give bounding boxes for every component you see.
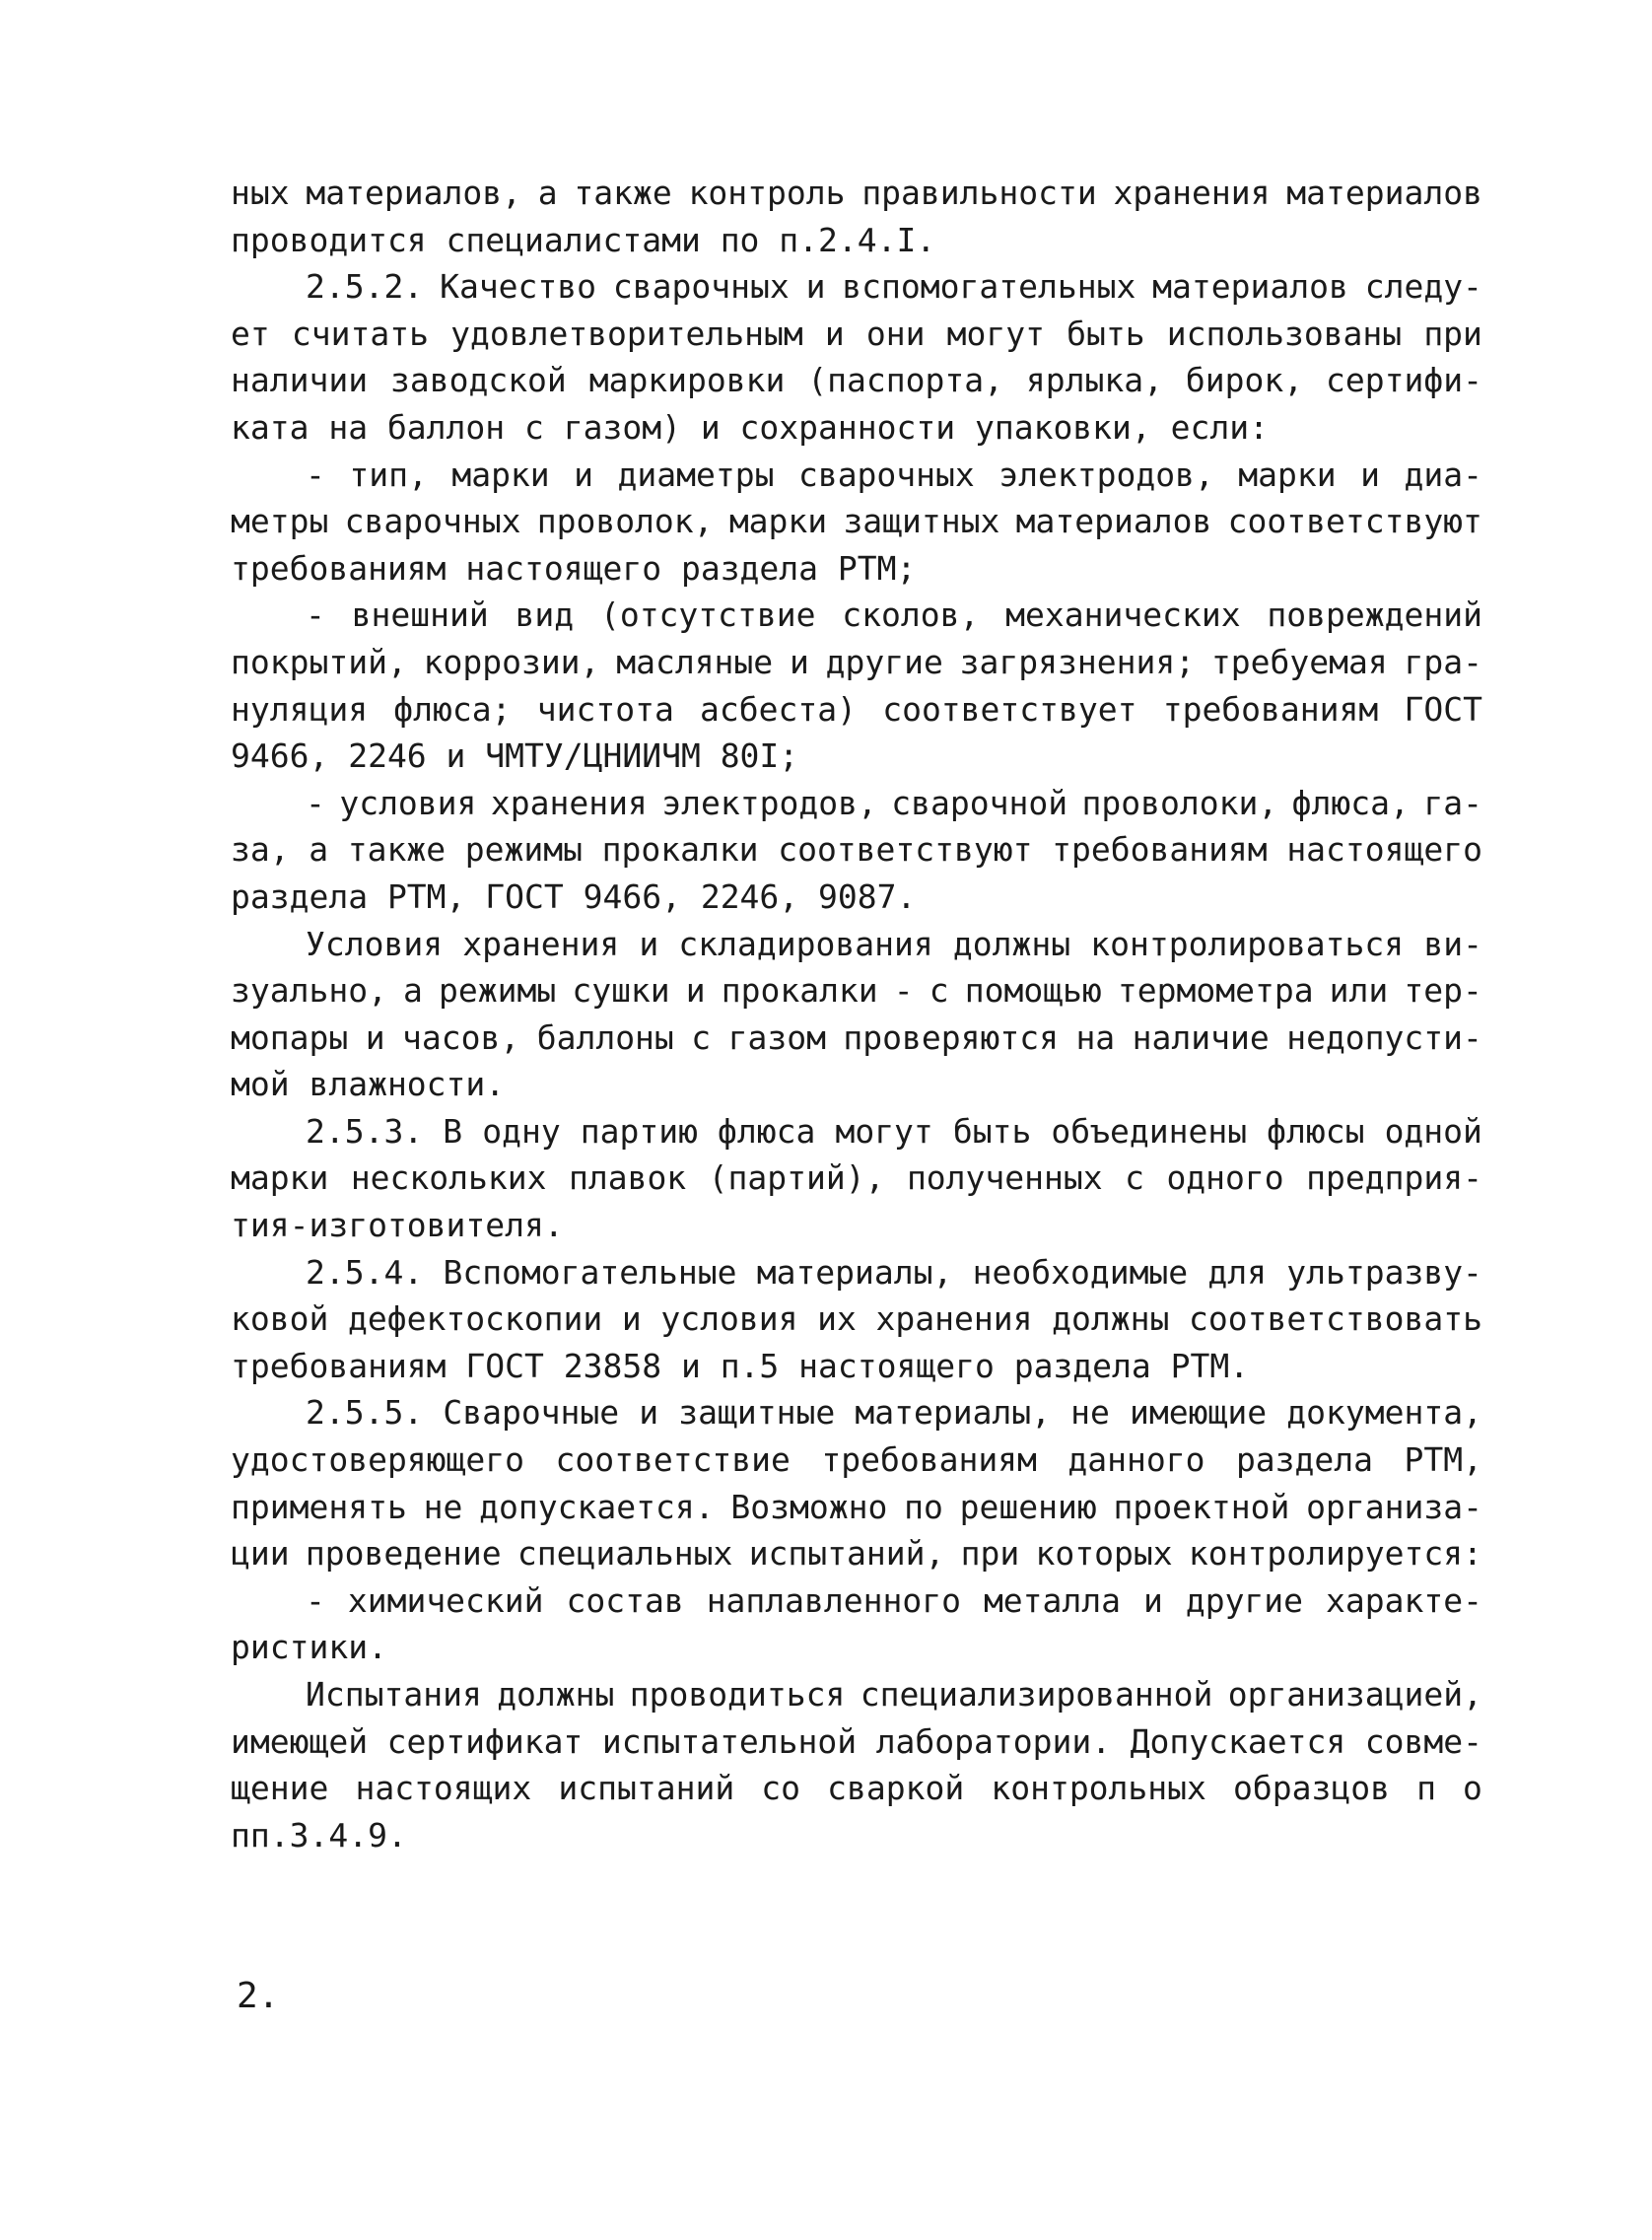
word: покрытий, — [231, 642, 407, 681]
word: Испытания — [306, 1675, 482, 1714]
word: - — [306, 595, 325, 635]
word: Возможно — [730, 1487, 888, 1526]
word: условия — [660, 1299, 798, 1339]
word: контроль — [688, 174, 846, 212]
word: контролируется: — [1188, 1534, 1482, 1574]
word: образцов — [1233, 1769, 1390, 1808]
word: быть — [952, 1111, 1032, 1151]
word: сварочных — [344, 502, 521, 541]
word: бирок, — [1185, 361, 1304, 400]
word: - — [306, 455, 325, 494]
word: характе- — [1326, 1580, 1482, 1620]
word: одну — [482, 1111, 561, 1151]
text-line — [231, 1108, 1482, 1155]
text-line: ката на баллон с газом) и сохранности упаковки, если: — [231, 407, 1269, 447]
word: требованиям — [821, 1440, 1037, 1480]
word: специализированной — [860, 1675, 1213, 1714]
word: о — [1463, 1769, 1482, 1808]
word: сертификат — [386, 1721, 584, 1761]
word: сертифи- — [1326, 361, 1482, 400]
word: диа- — [1404, 455, 1482, 494]
word: данного — [1067, 1440, 1205, 1480]
word: плавок — [568, 1158, 687, 1198]
word: должны — [1052, 1299, 1170, 1339]
word: механических — [1005, 595, 1241, 635]
word: сварочных — [797, 455, 975, 494]
word: на — [1075, 1017, 1116, 1057]
word: прокалки — [721, 971, 878, 1011]
word: настоящего — [1286, 830, 1482, 870]
word: хранения — [1113, 174, 1271, 212]
text-line — [231, 1436, 1482, 1484]
word: при — [1423, 314, 1482, 353]
word: и — [1142, 1580, 1163, 1620]
word: и — [639, 924, 659, 963]
word: марки — [231, 1158, 329, 1198]
word: недопусти- — [1286, 1017, 1482, 1057]
text-line: требованиям ГОСТ 23858 и п.5 настоящего раздела РТМ. — [231, 1346, 1250, 1385]
word: ет — [231, 314, 270, 353]
word: соответствуют — [778, 830, 1033, 870]
text-line: 9466, 2246 и ЧМТУ/ЦНИИЧМ 80I; — [231, 736, 799, 776]
word: быть — [1067, 314, 1145, 353]
word: 2.5.3. — [306, 1111, 424, 1151]
text-line — [231, 170, 1482, 217]
word: складирования — [678, 924, 933, 963]
word: и — [621, 1299, 642, 1339]
word: соответствуют — [1227, 502, 1482, 541]
word: сварочных — [612, 267, 790, 307]
word: хранения — [490, 783, 648, 822]
text-line: пп.3.4.9. — [231, 1815, 407, 1855]
text-line — [231, 1577, 1482, 1625]
text-line: требованиям настоящего раздела РТМ; — [231, 548, 917, 588]
word: диаметры — [617, 455, 775, 494]
page-number: 2. — [237, 1976, 280, 2016]
word: объединены — [1051, 1111, 1248, 1151]
text-line — [231, 780, 1482, 827]
word: при — [960, 1534, 1020, 1574]
word: или — [1329, 971, 1389, 1011]
word: сушки — [572, 971, 670, 1011]
word: и — [685, 971, 706, 1011]
word: вспомогательных — [842, 267, 1136, 307]
word: баллоны — [536, 1017, 674, 1057]
word: (отсутствие — [599, 595, 816, 635]
word: материалов — [1286, 174, 1482, 212]
word: раздела — [1235, 1440, 1374, 1480]
word: также — [347, 830, 447, 870]
word: и — [365, 1017, 385, 1057]
word: ярлыка, — [1025, 361, 1163, 400]
word: решению — [959, 1487, 1097, 1526]
word: часов, — [402, 1017, 520, 1057]
word: флюса, — [1291, 783, 1410, 822]
word: удостоверяющего — [231, 1440, 525, 1480]
text-line — [231, 1015, 1482, 1062]
text-line — [231, 921, 1482, 968]
word: соответствовать — [1188, 1299, 1482, 1339]
word: ковой — [231, 1299, 329, 1339]
word: ви- — [1423, 924, 1482, 963]
word: ультразву- — [1286, 1252, 1482, 1292]
word: тип, — [349, 455, 428, 494]
word: их — [817, 1299, 857, 1339]
word: защитные — [678, 1393, 836, 1433]
word: специальных — [516, 1534, 733, 1574]
word: наплавленного — [706, 1580, 961, 1620]
word: также — [574, 174, 672, 212]
word: материалы, — [855, 1393, 1052, 1433]
word: маркировки — [588, 361, 786, 400]
word: режимы — [464, 830, 583, 870]
word: а — [537, 174, 558, 212]
word: документа, — [1286, 1393, 1482, 1433]
word: зуально, — [231, 971, 387, 1011]
word: нескольких — [350, 1158, 547, 1198]
word: ции — [231, 1534, 290, 1574]
word: нуляция — [231, 689, 369, 729]
word: не — [423, 1487, 463, 1526]
word: Условия — [306, 924, 444, 963]
word: не — [1070, 1393, 1110, 1433]
word: флюсы — [1267, 1111, 1365, 1151]
word: применять — [231, 1487, 407, 1526]
word: асбеста) — [700, 689, 857, 729]
word: должны — [952, 924, 1071, 963]
word: испытаний, — [748, 1534, 945, 1574]
word: проводиться — [629, 1675, 846, 1714]
word: Сварочные — [443, 1393, 620, 1433]
word: п — [1416, 1769, 1436, 1808]
word: повреждений — [1267, 595, 1482, 635]
text-line — [231, 639, 1482, 686]
word: газом — [727, 1017, 826, 1057]
word: и — [789, 642, 809, 681]
word: прокалки — [601, 830, 759, 870]
word: контролироваться — [1090, 924, 1405, 963]
text-line — [231, 1484, 1482, 1531]
word: 2.5.4. — [306, 1252, 424, 1292]
word: В — [443, 1111, 463, 1151]
word: материалов, — [306, 174, 521, 212]
word: а — [309, 830, 329, 870]
word: контрольных — [991, 1769, 1206, 1808]
word: материалов — [1152, 267, 1348, 307]
word: термометра — [1117, 971, 1314, 1011]
word: организацией, — [1227, 1675, 1482, 1714]
word: помощью — [964, 971, 1102, 1011]
word: мопары — [231, 1017, 349, 1057]
word: использованы — [1166, 314, 1403, 353]
text-line — [231, 826, 1482, 874]
word: с — [691, 1017, 712, 1057]
word: а — [403, 971, 423, 1011]
text-line — [231, 1765, 1482, 1812]
word: могут — [946, 314, 1045, 353]
word: метры — [231, 502, 329, 541]
word: и — [805, 267, 826, 307]
word: электродов, — [661, 783, 877, 822]
word: испытательной — [601, 1721, 858, 1761]
word: - — [893, 971, 914, 1011]
text-line: мой влажности. — [231, 1065, 506, 1104]
word: соответствует — [882, 689, 1137, 729]
word: материалов — [1015, 502, 1212, 541]
word: и — [1360, 455, 1380, 494]
word: дефектоскопии — [347, 1299, 603, 1339]
word: наличии — [231, 361, 369, 400]
text-line — [231, 263, 1482, 311]
word: тер- — [1404, 971, 1482, 1011]
word: одной — [1384, 1111, 1482, 1151]
word: марки — [728, 502, 828, 541]
word: марки — [1238, 455, 1337, 494]
word: проведение — [305, 1534, 502, 1574]
word: считать — [291, 314, 429, 353]
text-line: проводится специалистами по п.2.4.I. — [231, 220, 936, 259]
word: партию — [580, 1111, 698, 1151]
word: ГОСТ — [1404, 689, 1482, 729]
word: испытаний — [558, 1769, 735, 1808]
word: с — [929, 971, 949, 1011]
word: Допускается — [1130, 1721, 1346, 1761]
word: металла — [983, 1580, 1122, 1620]
text-line — [231, 1718, 1482, 1766]
word: РТМ, — [1404, 1440, 1482, 1480]
word: одного — [1166, 1158, 1284, 1198]
word: режимы — [439, 971, 557, 1011]
word: ных — [231, 174, 290, 212]
word: химический — [347, 1580, 544, 1620]
text-line — [231, 452, 1482, 499]
word: коррозии, — [423, 642, 600, 681]
word: сколов, — [842, 595, 980, 635]
document-body-text — [231, 170, 1482, 1858]
text-line: ристики. — [231, 1628, 387, 1667]
word: состав — [566, 1580, 684, 1620]
word: заводской — [389, 361, 567, 400]
word: по — [904, 1487, 943, 1526]
word: могут — [835, 1111, 933, 1151]
word: предприя- — [1306, 1158, 1482, 1198]
text-line — [231, 1671, 1482, 1718]
word: проектной — [1113, 1487, 1290, 1526]
word: проволоки, — [1081, 783, 1278, 822]
word: 2.5.2. — [306, 267, 424, 307]
word: они — [865, 314, 926, 353]
word: гра- — [1404, 642, 1482, 681]
word: требованиям — [1052, 830, 1268, 870]
word: для — [1207, 1252, 1268, 1292]
word: (паспорта, — [807, 361, 1003, 400]
word: другие — [825, 642, 943, 681]
word: следу- — [1364, 267, 1482, 307]
word: марки — [451, 455, 550, 494]
word: наличие — [1132, 1017, 1270, 1057]
word: другие — [1185, 1580, 1304, 1620]
word: - — [306, 783, 325, 822]
word: вид — [515, 595, 575, 635]
word: - — [306, 1580, 325, 1620]
word: организа- — [1306, 1487, 1482, 1526]
word: сваркой — [827, 1769, 965, 1808]
word: правильности — [861, 174, 1097, 212]
word: имеющей — [231, 1721, 369, 1761]
text-line — [231, 1295, 1482, 1343]
text-line — [231, 967, 1482, 1015]
text-line — [231, 686, 1482, 734]
word: сварочной — [891, 783, 1068, 822]
word: проверяются — [843, 1017, 1059, 1057]
text-line: тия-изготовителя. — [231, 1206, 564, 1245]
word: и — [824, 314, 845, 353]
text-line — [231, 592, 1482, 639]
word: которых — [1035, 1534, 1173, 1574]
word: загрязнения; — [959, 642, 1196, 681]
text-line — [231, 311, 1482, 358]
text-line — [231, 1530, 1482, 1577]
word: 2.5.5. — [306, 1393, 424, 1433]
text-line — [231, 1389, 1482, 1436]
word: Качество — [440, 267, 597, 307]
text-line — [231, 498, 1482, 545]
word: чистота — [536, 689, 674, 729]
word: требуемая — [1210, 642, 1388, 681]
word: совме- — [1364, 1721, 1482, 1761]
word: допускается. — [479, 1487, 715, 1526]
word: электродов, — [998, 455, 1214, 494]
text-line — [231, 1155, 1482, 1202]
word: флюса — [718, 1111, 816, 1151]
word: флюса; — [393, 689, 512, 729]
text-line: раздела РТМ, ГОСТ 9466, 2246, 9087. — [231, 876, 917, 916]
word: га- — [1423, 783, 1482, 822]
word: удовлетворительным — [450, 314, 803, 353]
word: соответствие — [555, 1440, 791, 1480]
word: и — [639, 1393, 659, 1433]
word: необходимые — [972, 1252, 1189, 1292]
word: должны — [497, 1675, 615, 1714]
text-line — [231, 1249, 1482, 1296]
word: хранения — [875, 1299, 1033, 1339]
word: проволок, — [536, 502, 714, 541]
word: полученных — [906, 1158, 1103, 1198]
word: хранения — [462, 924, 620, 963]
word: настоящих — [355, 1769, 532, 1808]
word: и — [574, 455, 594, 494]
word: масляные — [616, 642, 774, 681]
word: материалы, — [756, 1252, 953, 1292]
text-line — [231, 357, 1482, 404]
word: со — [761, 1769, 801, 1808]
word: защитных — [843, 502, 1000, 541]
word: требованиям — [1162, 689, 1379, 729]
word: щение — [231, 1769, 329, 1808]
word: лаборатории. — [875, 1721, 1112, 1761]
word: внешний — [351, 595, 489, 635]
word: с — [1125, 1158, 1144, 1198]
word: за, — [231, 830, 290, 870]
word: (партий), — [708, 1158, 885, 1198]
word: условия — [339, 783, 477, 822]
word: имеющие — [1130, 1393, 1268, 1433]
word: Вспомогательные — [443, 1252, 737, 1292]
